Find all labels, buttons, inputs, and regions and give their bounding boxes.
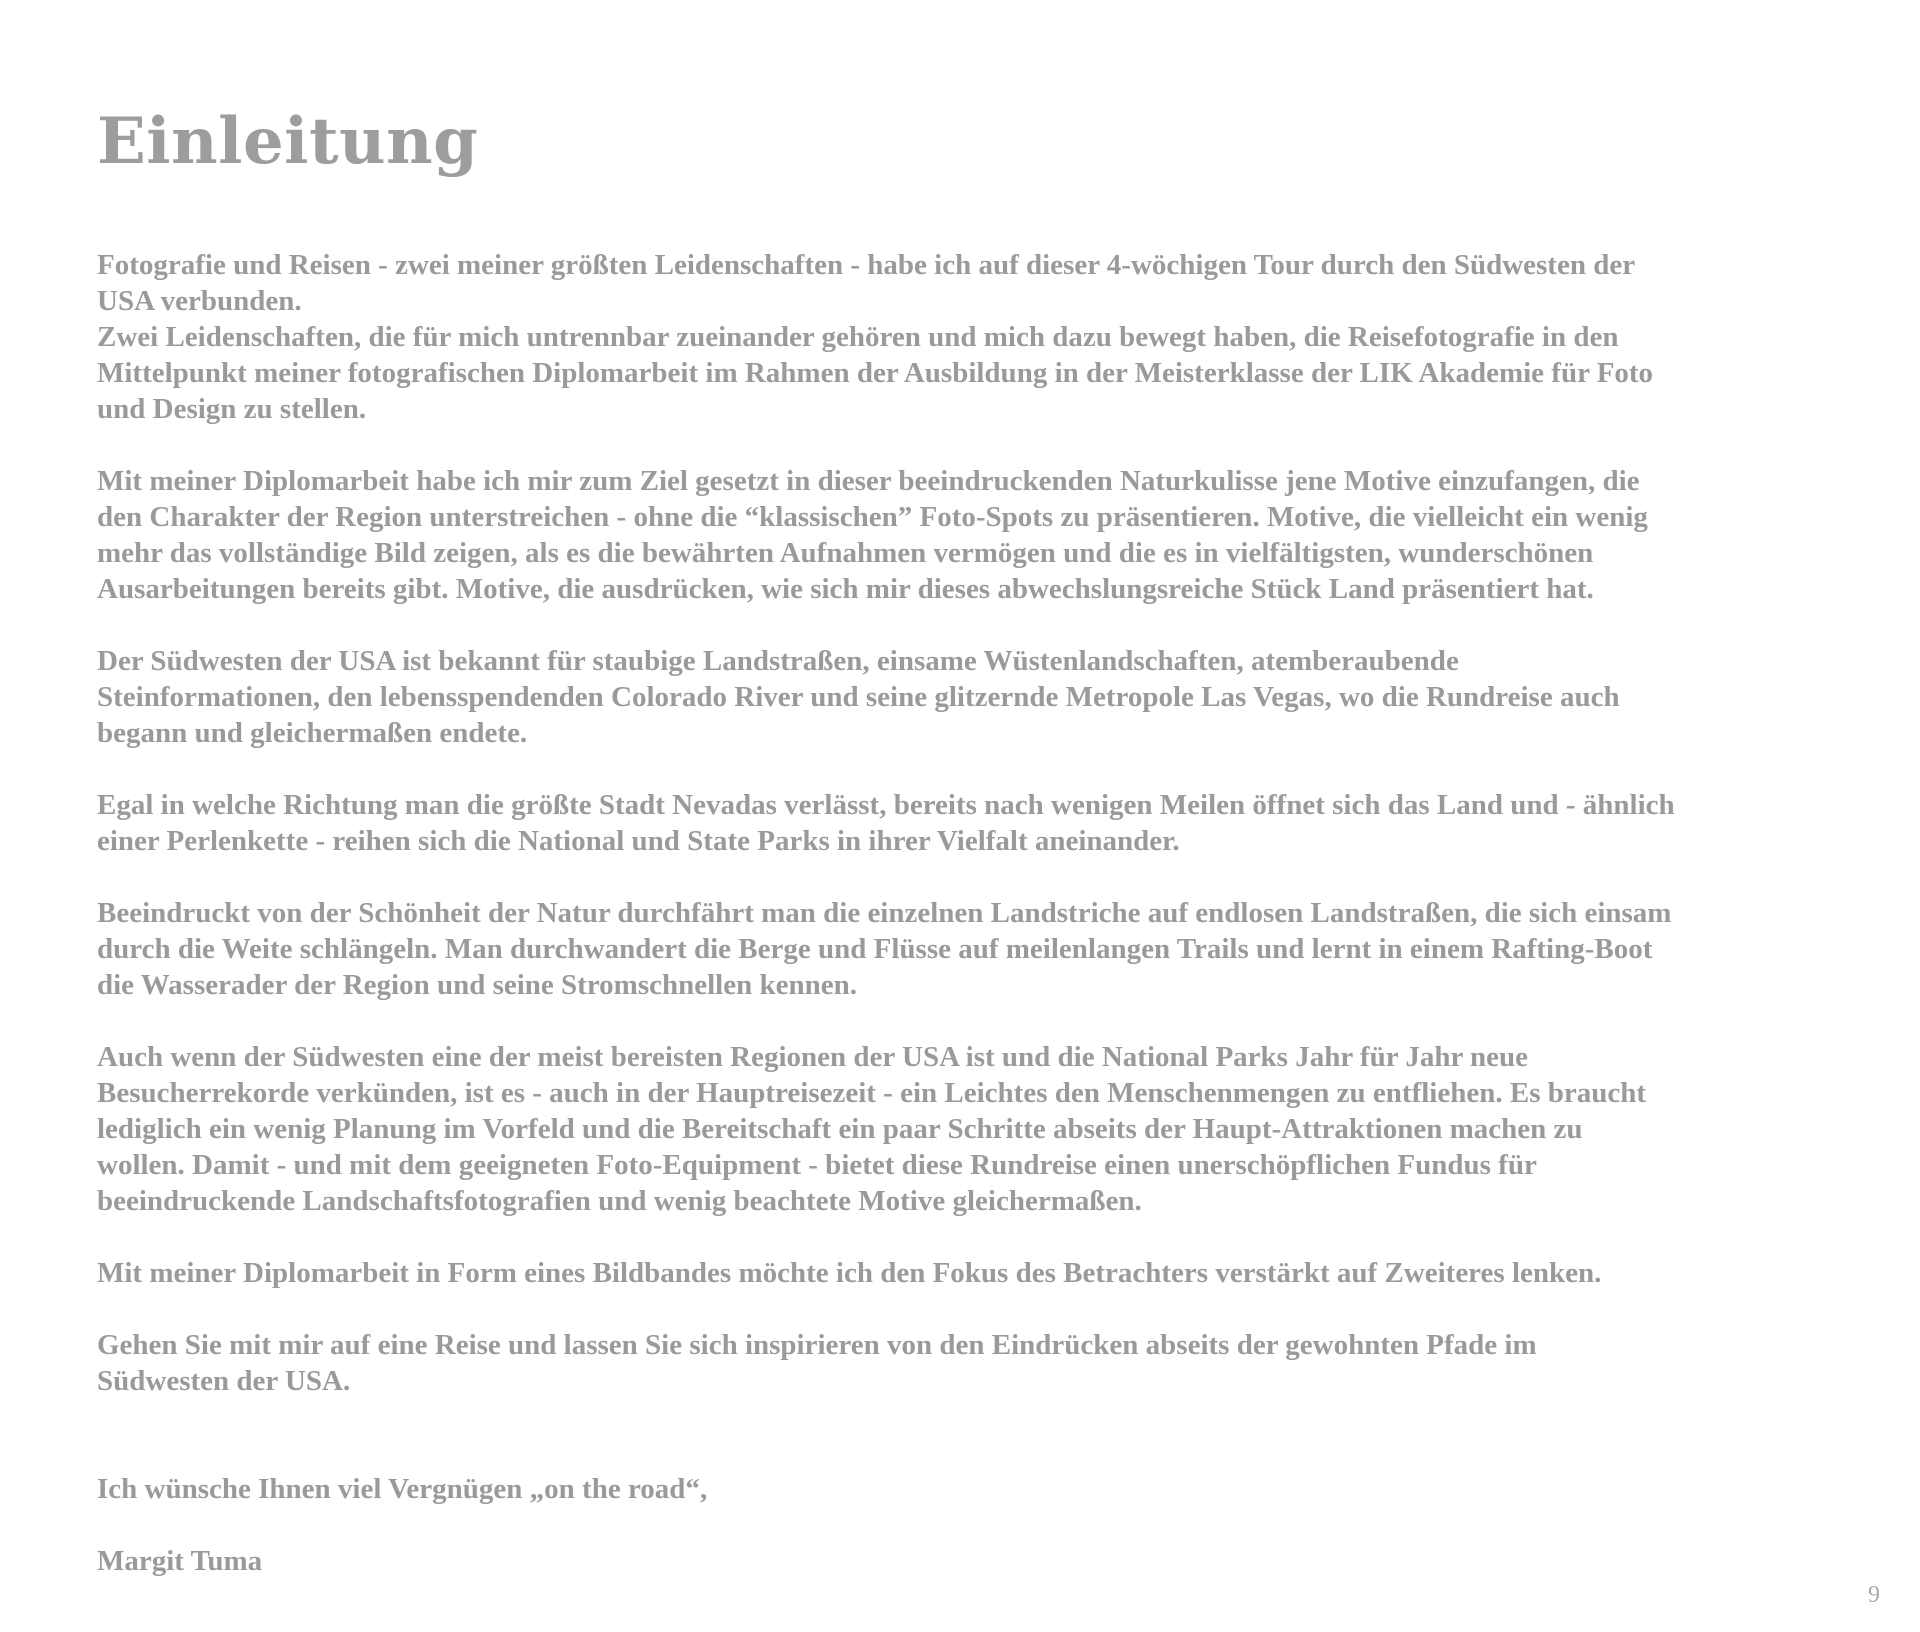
text-line: USA verbunden. xyxy=(97,285,302,317)
paragraph-4 xyxy=(97,787,1877,859)
text-line: mehr das vollständige Bild zeigen, als es die bewährten Aufnahmen vermögen und die es in vielfältigsten, wunderschönen xyxy=(97,537,1594,569)
text-line: Gehen Sie mit mir auf eine Reise und lassen Sie sich inspirieren von den Eindrücken abseits der gewohnten Pfade im xyxy=(97,1329,1537,1361)
paragraph-1 xyxy=(97,247,1877,427)
text-line: begann und gleichermaßen endete. xyxy=(97,717,528,749)
text-line: Egal in welche Richtung man die größte Stadt Nevadas verlässt, bereits nach wenigen Meilen öffnet sich das Land und - ähnlich xyxy=(97,789,1675,821)
text-line: Steinformationen, den lebensspendenden Colorado River und seine glitzernde Metropole Las Vegas, wo die Rundreise auch xyxy=(97,681,1620,713)
body-text xyxy=(97,247,1877,1615)
text-line: Besucherrekorde verkünden, ist es - auch in der Hauptreisezeit - ein Leichtes den Menschenmengen zu entfliehen. Es braucht xyxy=(97,1077,1647,1109)
text-line: einer Perlenkette - reihen sich die National und State Parks in ihrer Vielfalt aneinander. xyxy=(97,825,1180,857)
paragraph-8 xyxy=(97,1327,1877,1399)
text-line: den Charakter der Region unterstreichen - ohne die “klassischen” Foto-Spots zu präsentieren. Motive, die vielleicht ein wenig xyxy=(97,501,1648,533)
signature: Margit Tuma xyxy=(97,1545,263,1577)
paragraph-3 xyxy=(97,643,1877,751)
text-line: Südwesten der USA. xyxy=(97,1365,351,1397)
page-number: 9 xyxy=(1868,1582,1880,1608)
paragraph-6 xyxy=(97,1039,1877,1219)
text-line: Zwei Leidenschaften, die für mich untrennbar zueinander gehören und mich dazu bewegt haben, die Reisefotografie in den xyxy=(97,321,1619,353)
text-line: Mit meiner Diplomarbeit habe ich mir zum Ziel gesetzt in dieser beeindruckenden Naturkulisse jene Motive einzufangen, die xyxy=(97,465,1640,497)
text-line: lediglich ein wenig Planung im Vorfeld und die Bereitschaft ein paar Schritte abseits der Haupt-Attraktionen machen zu xyxy=(97,1113,1583,1145)
page-title: Einleitung xyxy=(97,104,479,179)
text-line: wollen. Damit - und mit dem geeigneten Foto-Equipment - bietet diese Rundreise einen unerschöpflichen Fundus für xyxy=(97,1149,1537,1181)
paragraph-5 xyxy=(97,895,1877,1003)
text-line: die Wasserader der Region und seine Stromschnellen kennen. xyxy=(97,969,857,1001)
text-line: Fotografie und Reisen - zwei meiner größten Leidenschaften - habe ich auf dieser 4-wöchigen Tour durch den Südwesten der xyxy=(97,249,1636,281)
text-line: Ausarbeitungen bereits gibt. Motive, die ausdrücken, wie sich mir dieses abwechslungsreiche Stück Land präsentiert hat. xyxy=(97,573,1594,605)
text-line: durch die Weite schlängeln. Man durchwandert die Berge und Flüsse auf meilenlangen Trails und lernt in einem Rafting-Boot xyxy=(97,933,1653,965)
paragraph-7 xyxy=(97,1255,1877,1291)
closing-line: Ich wünsche Ihnen viel Vergnügen „on the road“, xyxy=(97,1473,708,1505)
text-line: und Design zu stellen. xyxy=(97,393,367,425)
text-line: beeindruckende Landschaftsfotografien und wenig beachtete Motive gleichermaßen. xyxy=(97,1185,1142,1217)
paragraph-2 xyxy=(97,463,1877,607)
text-line: Beeindruckt von der Schönheit der Natur durchfährt man die einzelnen Landstriche auf endlosen Landstraßen, die sich einsam xyxy=(97,897,1672,929)
text-line: Der Südwesten der USA ist bekannt für staubige Landstraßen, einsame Wüstenlandschaften, atemberaubende xyxy=(97,645,1459,677)
text-line: Mit meiner Diplomarbeit in Form eines Bildbandes möchte ich den Fokus des Betrachters verstärkt auf Zweiteres lenken. xyxy=(97,1257,1602,1289)
text-line: Auch wenn der Südwesten eine der meist bereisten Regionen der USA ist und die National Parks Jahr für Jahr neue xyxy=(97,1041,1529,1073)
text-line: Mittelpunkt meiner fotografischen Diplomarbeit im Rahmen der Ausbildung in der Meisterklasse der LIK Akademie für Foto xyxy=(97,357,1654,389)
